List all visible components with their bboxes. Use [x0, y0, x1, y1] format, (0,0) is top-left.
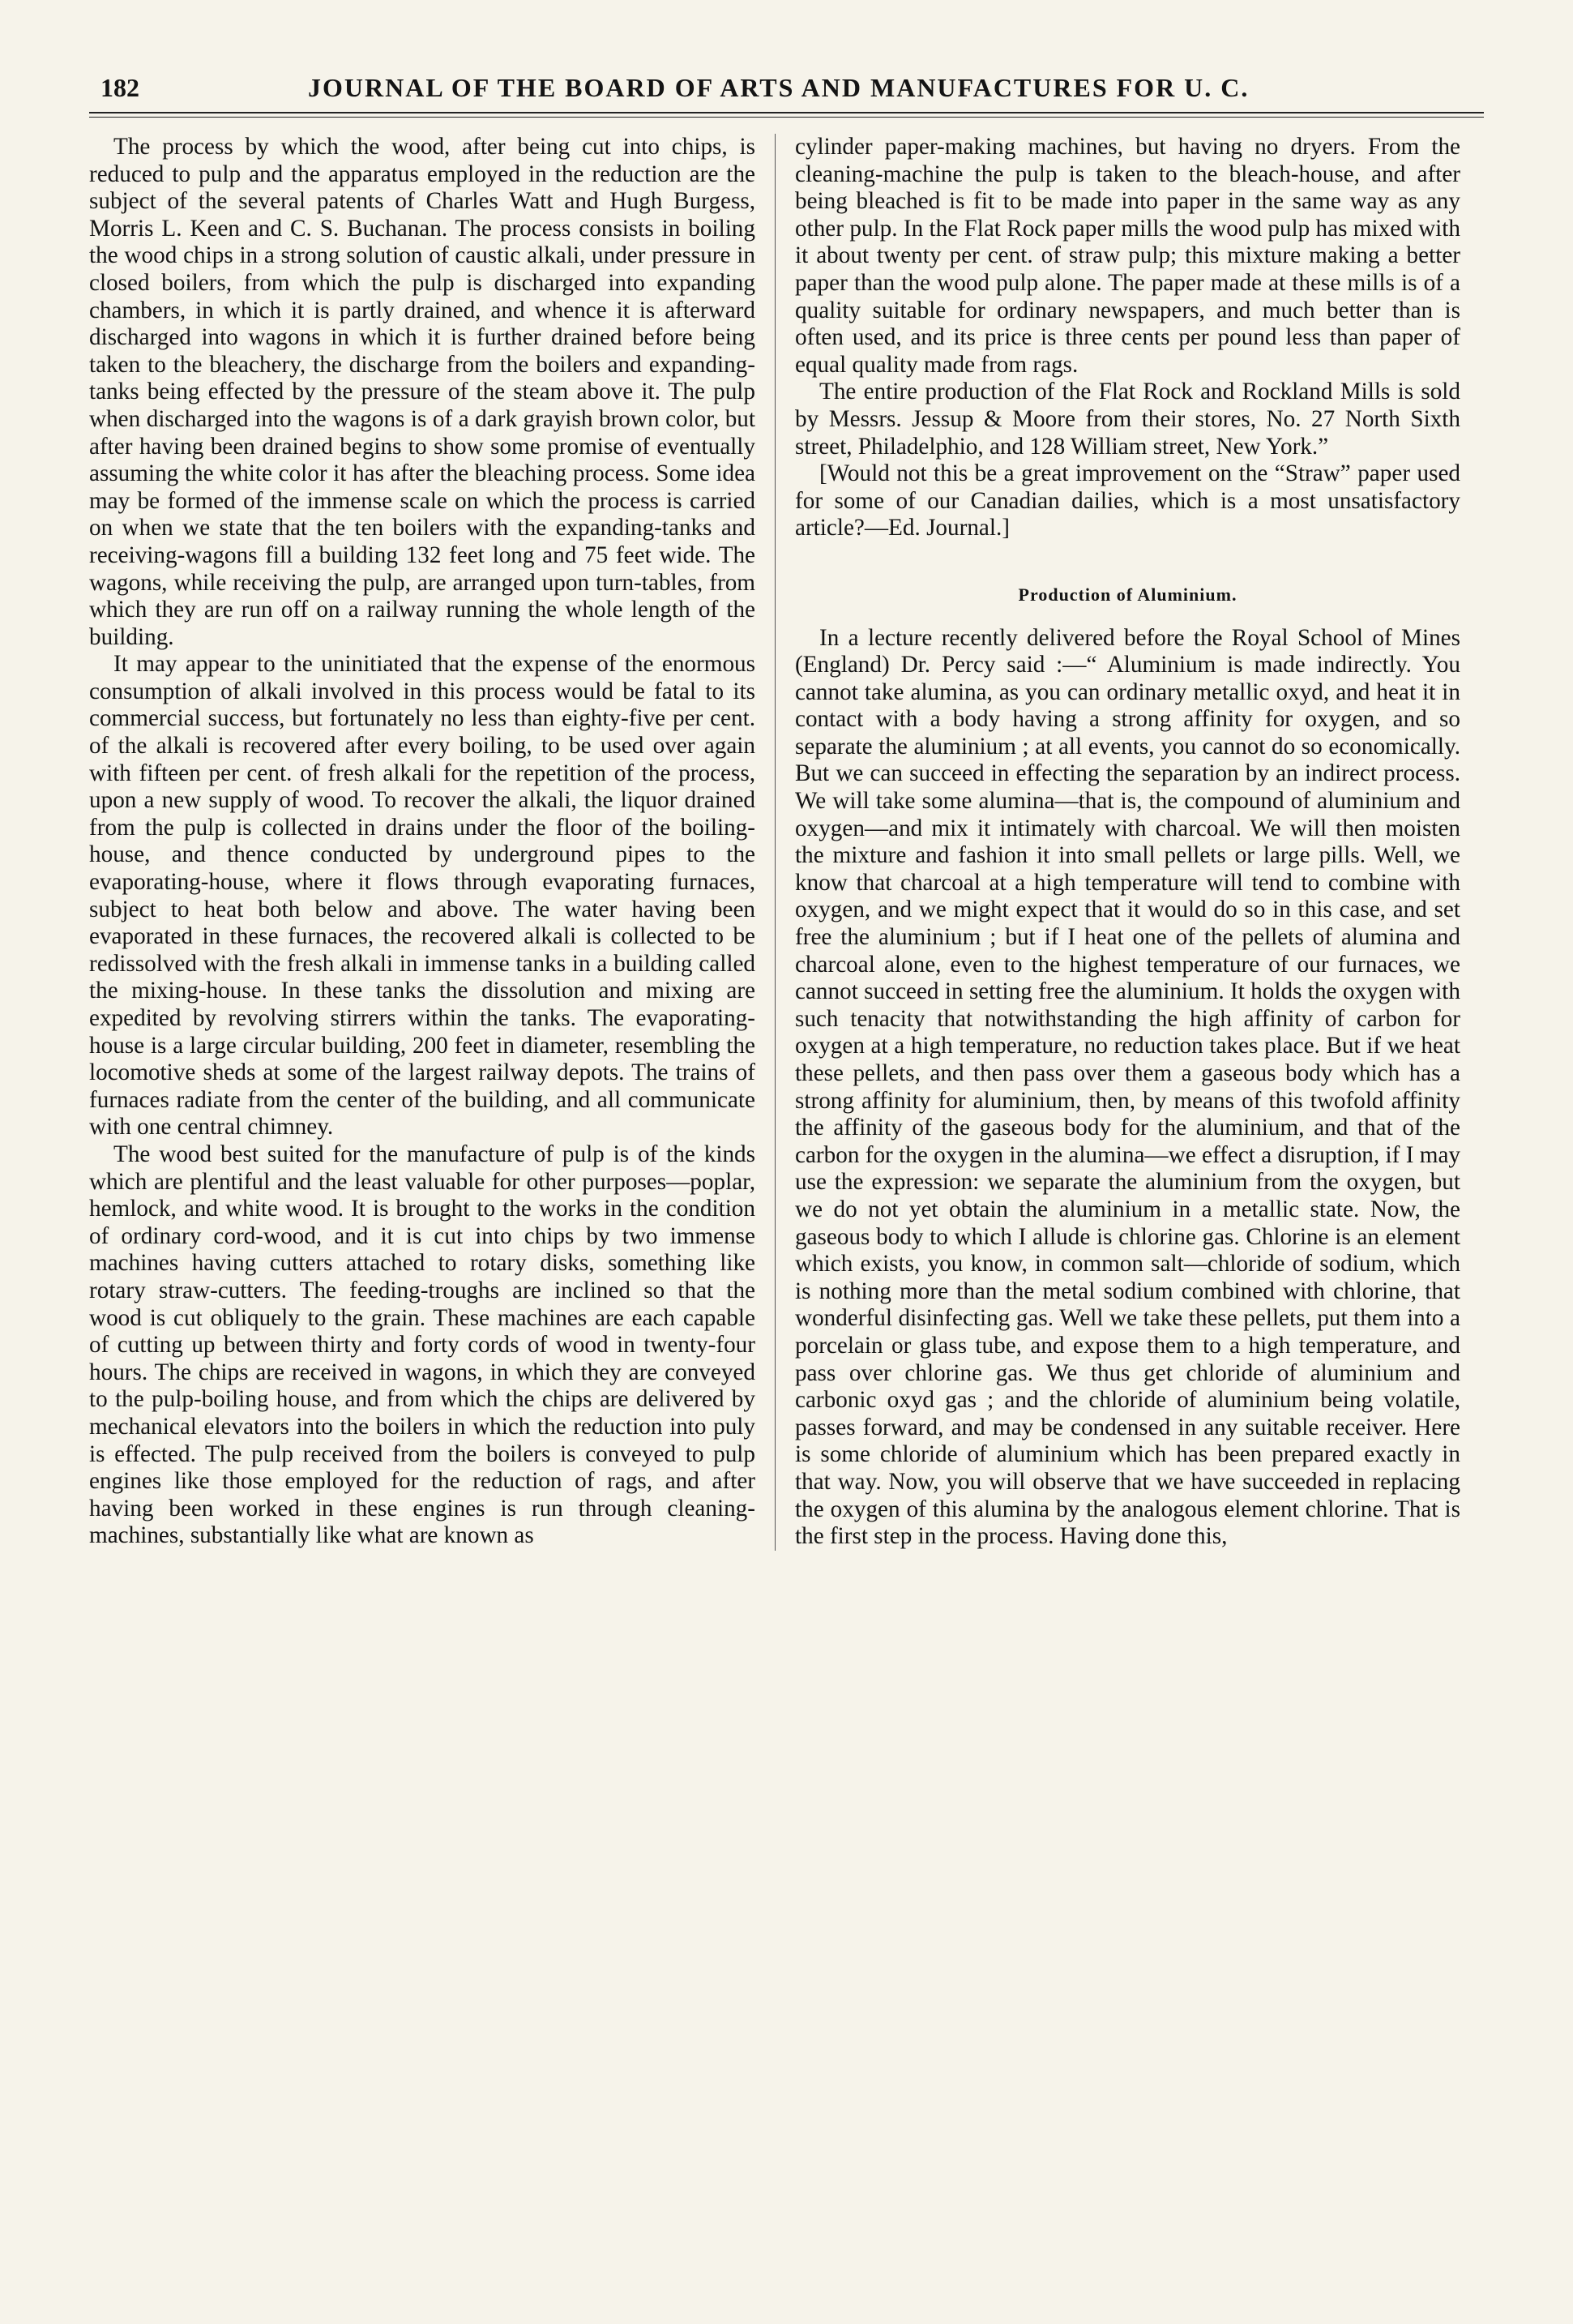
- header-rule: [89, 112, 1484, 113]
- text-columns: [89, 134, 1484, 1551]
- left-column: [89, 134, 775, 1551]
- header-rule-thin: [89, 117, 1484, 118]
- running-title: JOURNAL OF THE BOARD OF ARTS AND MANUFACTURES FOR U. C.: [308, 73, 1250, 102]
- paragraph-alkali-recovery: It may appear to the uninitiated that the expense of the enormous consumption of alkali involved in this process would be fatal to its commercial success, but fortunately no less than eighty-five per cent. of the alkali is recovered after every boiling, to be used over again with fifteen per cent. of fresh alkali for the repetition of the process, upon a new supply of wood. To recover the alkali, the liquor drained from the pulp is collected in drains under the floor of the boiling-house, and thence conducted by underground pipes to the evaporating-house, where it flows through evaporating furnaces, subject to heat both below and above. The water having been evaporated in these furnaces, the recovered alkali is collected to be redissolved with the fresh alkali in immense tanks in a building called the mixing-house. In these tanks the dissolution and mixing are expedited by revolving stirrers within the tanks. The evaporating-house is a large circular building, 200 feet in diameter, resembling the locomotive sheds at some of the largest railway depots. The trains of furnaces radiate from the center of the building, and all communicate with one central chimney.: [89, 651, 755, 1141]
- paragraph-continuation: cylinder paper-making machines, but having no dryers. From the cleaning-machine the pulp is taken to the bleach-house, and after being bleached is fit to be made into paper in the same way as any other pulp. In the Flat Rock paper mills the wood pulp has mixed with it about twenty per cent. of straw pulp; this mixture making a better paper than the wood pulp alone. The paper made at these mills is of a quality suitable for ordinary newspapers, and much better than is often used, and its price is three cents per pound less than paper of equal quality made from rags.: [795, 134, 1460, 378]
- paragraph-wood-kinds: The wood best suited for the manufacture of pulp is of the kinds which are plentiful and the least valuable for other purposes—poplar, hemlock, and white wood. It is brought to the works in the condition of ordinary cord-wood, and it is cut into chips by two immense machines having cutters attached to rotary disks, something like rotary straw-cutters. The feeding-troughs are inclined so that the wood is cut obliquely to the grain. These machines are each capable of cutting up between thirty and forty cords of wood in twenty-four hours. The chips are received in wagons, in which they are conveyed to the pulp-boiling house, and from which the chips are delivered by mechanical elevators into the boilers in which the reduction into puly is effected. The pulp received from the boilers is conveyed to pulp engines like those employed for the reduction of rags, and after having been worked in these engines is run through cleaning-machines, substantially like what are known as: [89, 1141, 755, 1549]
- page-header: [89, 73, 1484, 112]
- paragraph-aluminium: In a lecture recently delivered before the Royal School of Mines (England) Dr. Percy said :—“ Aluminium is made indirectly. You cannot take alumina, as you can ordinary metallic oxyd, and heat it in contact with a body having a strong affinity for oxygen, and so separate the aluminium ; at all events, you cannot do so economically. But we can succeed in effecting the separation by an indirect process. We will take some alumina—that is, the compound of aluminium and oxygen—and mix it intimately with charcoal. We will then moisten the mixture and fashion it into small pellets or large pills. Well, we know that charcoal at a high temperature will tend to combine with oxygen, and we might expect that it would do so in this case, and set free the aluminium ; but if I heat one of the pellets of alumina and charcoal alone, even to the highest temperature of our furnaces, we cannot succeed in setting free the aluminium. It holds the oxygen with such tenacity that notwithstanding the high affinity of carbon for oxygen at a high temperature, no reduction takes place. But if we heat these pellets, and then pass over them a gaseous body which has a strong affinity for aluminium, then, by means of this twofold affinity the affinity of the gaseous body for the aluminium, and that of the carbon for the oxygen in the alumina—we effect a disruption, if I may use the expression: we separate the aluminium from the oxygen, but we do not yet obtain the aluminium in a metallic state. Now, the gaseous body to which I allude is chlorine gas. Chlorine is an element which exists, you know, in common salt—chloride of sodium, which is nothing more than the metal sodium combined with chlorine, that wonderful disinfecting gas. Well we take these pellets, put them into a porcelain or glass tube, and expose them to a high temperature, and pass over chlorine gas. We thus get chloride of aluminium and carbonic oxyd gas ; and the chloride of aluminium being volatile, passes forward, and may be condensed in any suitable receiver. Here is some chloride of aluminium which has been prepared exactly in that way. Now, you will observe that we have succeeded in replacing the oxygen of this alumina by the analogous element chlorine. That is the first step in the process. Having done this,: [795, 624, 1460, 1550]
- section-heading: Production of Aluminium.: [1018, 584, 1237, 605]
- page-number: 182: [100, 73, 139, 102]
- right-column: [775, 134, 1460, 1551]
- paragraph-flat-rock-mills: The entire production of the Flat Rock and Rockland Mills is sold by Messrs. Jessup & Moore from their stores, No. 27 North Sixth street, Philadelphio, and 128 William street, New York.”: [795, 379, 1460, 460]
- paragraph-wood-process: The process by which the wood, after being cut into chips, is reduced to pulp and the apparatus employed in the reduction are the subject of the several patents of Charles Watt and Hugh Burgess, Morris L. Keen and C. S. Buchanan. The process consists in boiling the wood chips in a strong solution of caustic alkali, under pressure in closed boilers, from which the pulp is discharged into expanding chambers, in which it is partly drained, and whence it is afterward discharged into wagons in which it is further drained before being taken to the bleachery, the discharge from the boilers and expanding-tanks being effected by the pressure of the steam above it. The pulp when discharged into the wagons is of a dark grayish brown color, but after having been drained begins to show some promise of eventually assuming the white color it has after the bleaching process. Some idea may be formed of the immense scale on which the process is carried on when we state that the ten boilers with the expanding-tanks and receiving-wagons fill a building 132 feet long and 75 feet wide. The wagons, while receiving the pulp, are arranged upon turn-tables, from which they are run off on a railway running the whole length of the building.: [89, 134, 755, 650]
- editor-note: [Would not this be a great improvement on the “Straw” paper used for some of our Canadian dailies, which is a most unsatisfactory article?—Ed. Journal.]: [795, 460, 1460, 541]
